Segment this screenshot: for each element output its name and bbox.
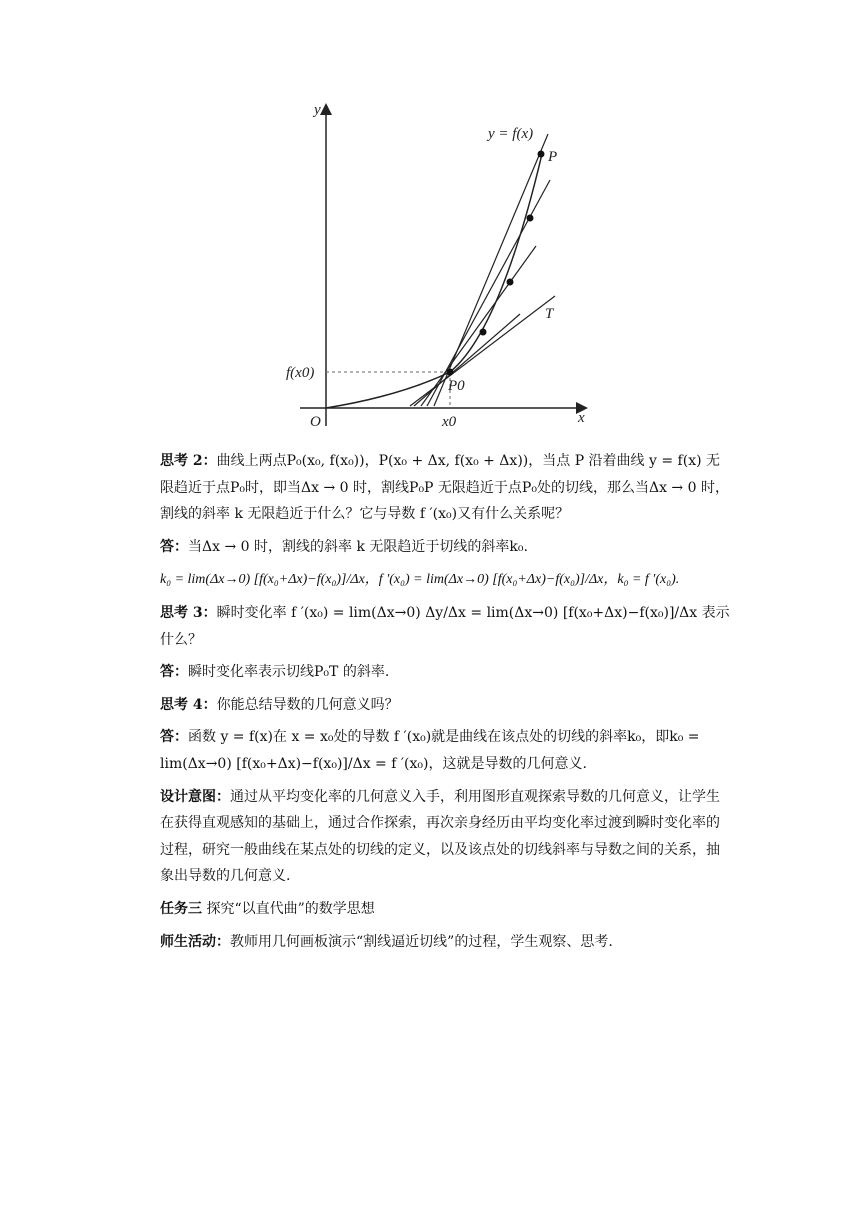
think-2-text: 曲线上两点P₀(x₀, f(x₀))，P(x₀ + Δx, f(x₀ + Δx))，当点 P 沿着曲线 y = f(x) 无限趋近于点P₀时，即当Δx → 0 时，割线P₀P 无限趋近于点P₀处的切线，那么当Δx → 0 时，割线的斜率 k 无限趋近于什么？它与导数 f ′(x₀)又有什么关系呢？ xyxy=(160,453,729,523)
activity-paragraph xyxy=(160,929,730,956)
activity-lead: 师生活动： xyxy=(160,933,230,950)
tangent-label: T xyxy=(545,306,554,322)
answer-3-paragraph xyxy=(160,724,730,777)
answer-3-lead: 答： xyxy=(160,729,188,746)
think-4-lead: 思考 4： xyxy=(160,696,217,713)
think-3-text: 瞬时变化率 f ′(x₀) = lim(Δx→0) Δy/Δx = lim(Δx→0) [f(x₀+Δx)−f(x₀)]/Δx 表示什么？ xyxy=(160,604,730,648)
point-secant-3 xyxy=(527,215,534,222)
lesson-content xyxy=(160,448,730,961)
point-secant-2 xyxy=(507,279,514,286)
answer-2-text: 瞬时变化率表示切线P₀T 的斜率. xyxy=(188,664,390,681)
think-4-paragraph xyxy=(160,692,730,719)
point-p0-label: P0 xyxy=(448,378,465,394)
answer-1-text: 当Δx → 0 时，割线的斜率 k 无限趋近于切线的斜率k₀. xyxy=(188,538,528,555)
secant-line-4 xyxy=(434,134,548,406)
design-intent-lead: 设计意图： xyxy=(160,788,230,805)
x-axis-label: x xyxy=(578,410,585,426)
design-intent-paragraph xyxy=(160,784,730,890)
think-2-lead: 思考 2： xyxy=(160,453,217,469)
answer-1-paragraph xyxy=(160,534,730,561)
answer-2-lead: 答： xyxy=(160,664,188,681)
answer-3-text: 函数 y = f(x)在 x = x₀处的导数 f ′(x₀)就是曲线在该点处的切线的斜率k₀，即k₀ = lim(Δx→0) [f(x₀+Δx)−f(x₀)]/Δx = f ′(x₀)，这就是导数的几何意义. xyxy=(160,729,700,772)
formula-k0-text: k₀ = lim(Δx→0) [f(x₀+Δx)−f(x₀)]/Δx，f ′(x₀) = lim(Δx→0) [f(x₀+Δx)−f(x₀)]/Δx，k₀ = f ′(x₀). xyxy=(160,572,680,588)
secant-line-3 xyxy=(427,180,550,406)
tangent-line xyxy=(410,296,555,406)
think-2-paragraph xyxy=(160,448,730,528)
point-p xyxy=(538,151,545,158)
tangent-secant-figure xyxy=(280,96,600,436)
point-secant-1 xyxy=(480,329,487,336)
task-3-paragraph xyxy=(160,896,730,923)
think-4-text: 你能总结导数的几何意义吗？ xyxy=(216,696,399,713)
answer-2-paragraph xyxy=(160,659,730,686)
formula-k0-paragraph xyxy=(160,566,730,594)
y-axis-label: y xyxy=(314,102,321,118)
think-3-lead: 思考 3： xyxy=(160,604,217,621)
secant-line-2 xyxy=(421,246,536,406)
curve-label: y = f(x) xyxy=(488,126,534,142)
point-p0 xyxy=(447,369,454,376)
answer-1-lead: 答： xyxy=(160,538,188,555)
task-3-lead: 任务三 xyxy=(160,900,202,917)
fx0-label: f(x0) xyxy=(286,365,315,381)
think-3-paragraph xyxy=(160,600,730,653)
design-intent-text: 通过从平均变化率的几何意义入手，利用图形直观探索导数的几何意义，让学生在获得直观感知的基础上，通过合作探索，再次亲身经历由平均变化率过渡到瞬时变化率的过程，研究一般曲线在某点处的切线的定义，以及该点处的切线斜率与导数之间的关系，抽象出导数的几何意义. xyxy=(160,788,720,885)
origin-label: O xyxy=(310,414,321,430)
activity-text: 教师用几何画板演示“割线逼近切线”的过程，学生观察、思考. xyxy=(230,933,613,950)
x0-label: x0 xyxy=(442,414,457,430)
task-3-text: 探究“以直代曲”的数学思想 xyxy=(202,900,375,917)
point-p-label: P xyxy=(548,149,558,165)
